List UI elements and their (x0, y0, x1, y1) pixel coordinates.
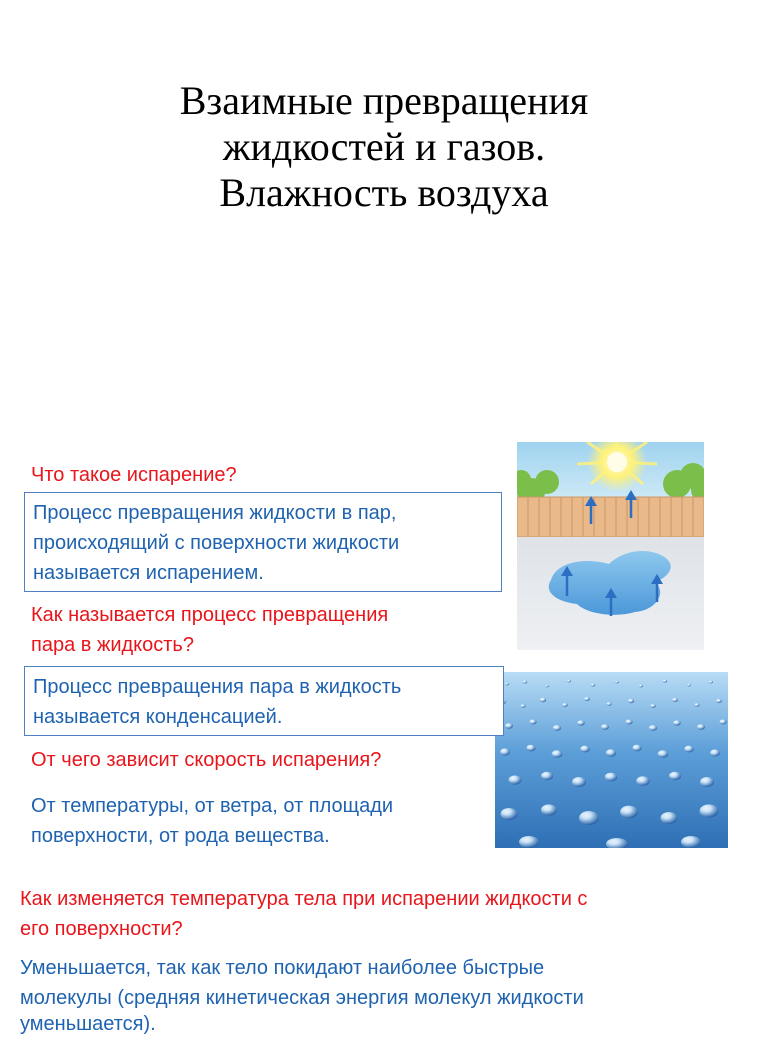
answer-2-line-2: называется конденсацией. (33, 706, 283, 728)
question-4-line-2: его поверхности? (20, 918, 183, 940)
question-2-line-1: Как называется процесс превращения (31, 604, 389, 626)
answer-1-line-3: называется испарением. (33, 562, 264, 584)
answer-1-line-1: Процесс превращения жидкости в пар, (33, 502, 397, 524)
answer-4-line-2: молекулы (средняя кинетическая энергия молекул жидкости (20, 987, 584, 1009)
answer-4-line-3: уменьшается). (20, 1013, 156, 1035)
answer-box-2 (24, 666, 504, 736)
answer-box-1 (24, 492, 502, 592)
water-drops-image (495, 672, 728, 848)
answer-3-line-2: поверхности, от рода вещества. (31, 825, 330, 847)
slide-title (0, 78, 768, 216)
title-line-2: жидкостей и газов. (222, 124, 546, 169)
question-1: Что такое испарение? (31, 464, 237, 486)
question-3: От чего зависит скорость испарения? (31, 749, 382, 771)
answer-4-line-1: Уменьшается, так как тело покидают наиболее быстрые (20, 957, 545, 979)
title-line-1: Взаимные превращения (179, 78, 589, 123)
question-2-line-2: пара в жидкость? (31, 634, 194, 656)
answer-2-line-1: Процесс превращения пара в жидкость (33, 676, 402, 698)
evaporation-illustration (517, 442, 704, 650)
answer-3-line-1: От температуры, от ветра, от площади (31, 795, 394, 817)
title-line-3: Влажность воздуха (219, 170, 549, 215)
question-4-line-1: Как изменяется температура тела при испарении жидкости с (20, 888, 588, 910)
answer-1-line-2: происходящий с поверхности жидкости (33, 532, 400, 554)
